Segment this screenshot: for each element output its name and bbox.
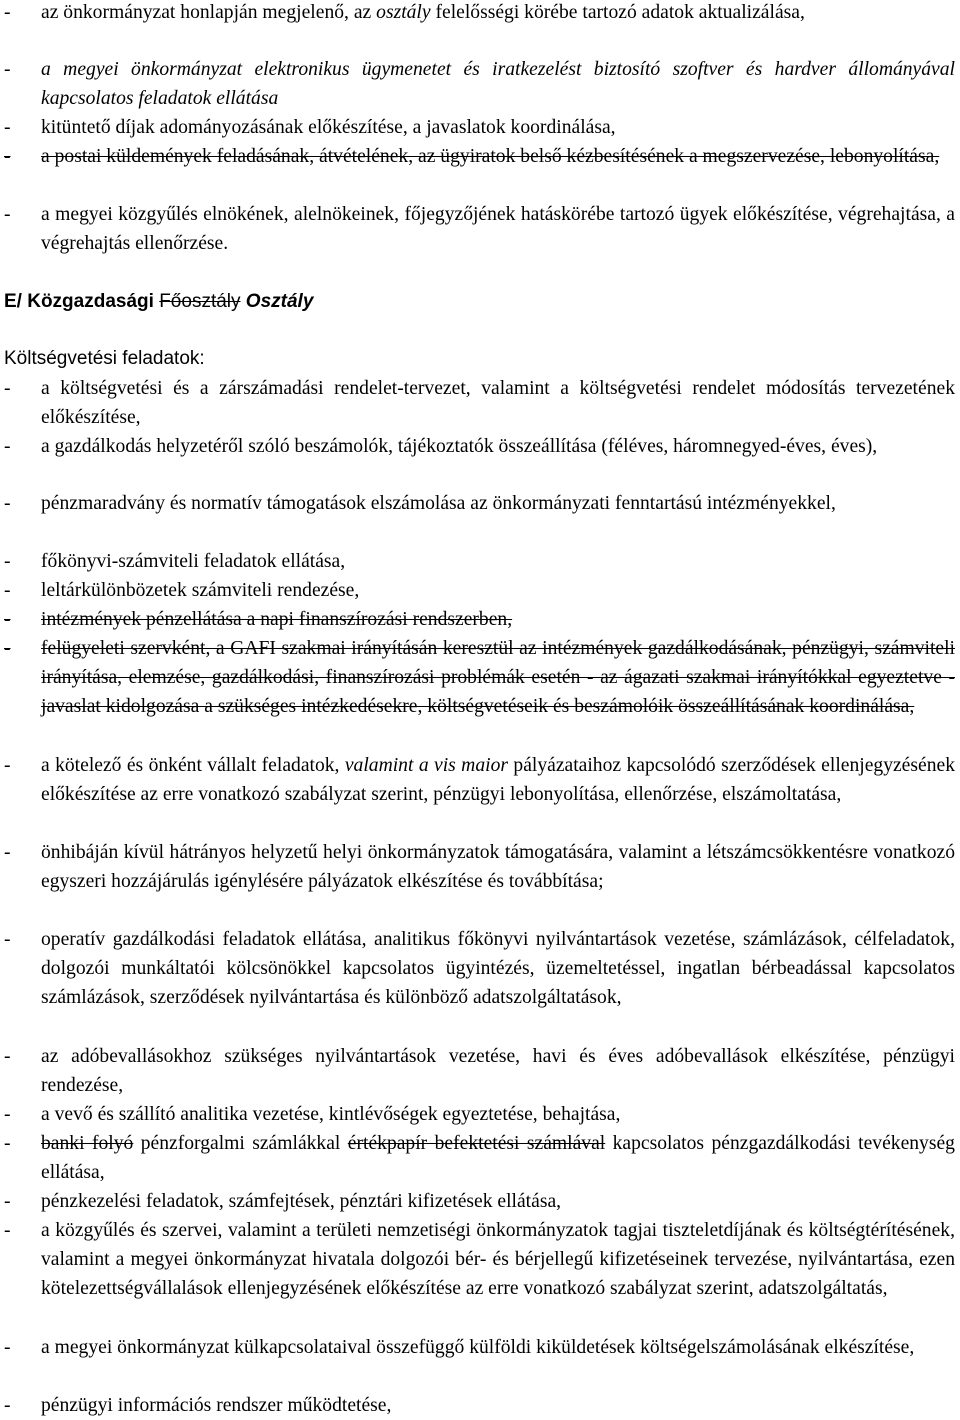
list-item	[4, 55, 955, 113]
italic-text: valamint a vis maior	[344, 755, 508, 776]
struck-text: banki folyó	[41, 1133, 134, 1154]
bullet-dash: -	[4, 378, 11, 399]
item-text: a megyei önkormányzat külkapcsolataival összefüggő külföldi kiküldetések költségelszámolásának elkészítése,	[41, 1337, 915, 1358]
bullet-dash: -	[4, 929, 11, 950]
bullet-dash: -	[4, 493, 11, 514]
list-item	[4, 547, 955, 576]
item-text: felelősségi körébe tartozó adatok aktualizálása,	[430, 2, 805, 23]
heading-struck-word: Főosztály	[159, 291, 241, 312]
list-item	[4, 0, 955, 27]
list-item	[4, 374, 955, 432]
bullet-dash: -	[4, 1337, 11, 1358]
italic-text: a megyei önkormányzat elektronikus ügymenetet és iratkezelést biztosító szoftver és hardver állományával kapcsolatos feladatok ellátása	[41, 59, 955, 109]
item-text: az adóbevallásokhoz szükséges nyilvántartások vezetése, havi és éves adóbevallások elkészítése, pénzügyi rendezése,	[41, 1046, 955, 1096]
bullet-dash: -	[4, 1220, 11, 1241]
list-item	[4, 1042, 955, 1100]
bullet-dash: -	[4, 842, 11, 863]
list-item	[4, 432, 955, 461]
list-item	[4, 576, 955, 605]
bullet-dash: -	[4, 436, 11, 457]
item-text: a vevő és szállító analitika vezetése, kintlévőségek egyeztetése, behajtása,	[41, 1104, 621, 1125]
item-text: a kötelező és önként vállalt feladatok,	[41, 755, 345, 776]
bullet-dash: -	[4, 1191, 11, 1212]
item-text: a költségvetési és a zárszámadási rendelet-tervezet, valamint a költségvetési rendelet módosítás tervezetének előkészítése,	[41, 378, 955, 428]
list-item	[4, 1129, 955, 1187]
list-item	[4, 751, 955, 809]
list-item	[4, 925, 955, 1012]
section-subheading: Költségvetési feladatok:	[4, 348, 205, 369]
item-text: leltárkülönbözetek számviteli rendezése,	[41, 580, 360, 601]
bullet-dash: -	[4, 551, 11, 572]
heading-new-word: Osztály	[240, 291, 314, 312]
struck-text: értékpapír befektetési számlával	[347, 1133, 606, 1154]
item-text: pénzkezelési feladatok, számfejtések, pénztári kifizetések ellátása,	[41, 1191, 562, 1212]
list-item	[4, 1333, 955, 1362]
item-text: a megyei közgyűlés elnökének, alelnökeinek, főjegyzőjének hatáskörébe tartozó ügyek előkészítése, végrehajtása, a végrehajtás ellenőrzése.	[41, 204, 955, 254]
bullet-dash: -	[4, 2, 11, 23]
list-item	[4, 489, 955, 518]
list-item	[4, 634, 955, 721]
item-text: pénzmaradvány és normatív támogatások elszámolása az önkormányzati fenntartású intézményekkel,	[41, 493, 836, 514]
bullet-dash: -	[4, 1133, 11, 1154]
item-text: operatív gazdálkodási feladatok ellátása, analitikus főkönyvi nyilvántartások vezetése, számlázások, célfeladatok, dolgozói munkáltatói kölcsönökkel kapcsolatos ügyintézés, üzemeltetéssel, ingatlan bérbeadással kapcsolatos számlázások, szerződések nyilvántartása és különböző adatszolgáltatások,	[41, 929, 955, 1008]
bullet-dash: -	[4, 1395, 11, 1416]
section-heading	[4, 287, 313, 316]
item-text: a közgyűlés és szervei, valamint a területi nemzetiségi önkormányzatok tagjai tiszteletdíjának és költségtérítésének, valamint a megyei önkormányzat hivatala dolgozói bér- és bérjellegű kifizetéseinek tervezése, nyilvántartása, ezen kötelezettségvállalások ellenjegyzésének előkészítése az erre vonatkozó szabályzat szerint, adatszolgáltatás,	[41, 1220, 955, 1299]
bullet-dash: -	[4, 609, 11, 630]
item-text: a gazdálkodás helyzetéről szóló beszámolók, tájékoztatók összeállítása (féléves, háromnegyed-éves, éves),	[41, 436, 878, 457]
struck-text: a postai küldemények feladásának, átvételének, az ügyiratok belső kézbesítésének a megszervezése, lebonyolítása,	[41, 146, 940, 167]
item-text: pénzügyi információs rendszer működtetése,	[41, 1395, 392, 1416]
list-item	[4, 1100, 955, 1129]
item-text: önhibáján kívül hátrányos helyzetű helyi önkormányzatok támogatására, valamint a létszámcsökkentésre vonatkozó egyszeri hozzájárulás igénylésére pályázatok elkészítése és továbbítása;	[41, 842, 955, 892]
item-text: pénzforgalmi számlákkal	[133, 1133, 348, 1154]
bullet-dash: -	[4, 146, 11, 167]
bullet-dash: -	[4, 117, 11, 138]
list-item	[4, 838, 955, 896]
bullet-dash: -	[4, 1046, 11, 1067]
heading-prefix: E/ Közgazdasági	[4, 291, 160, 312]
list-item	[4, 1391, 955, 1420]
bullet-dash: -	[4, 204, 11, 225]
bullet-dash: -	[4, 1104, 11, 1125]
bullet-dash: -	[4, 59, 11, 80]
list-item	[4, 605, 955, 634]
list-item	[4, 142, 955, 171]
list-item	[4, 200, 955, 258]
list-item	[4, 1216, 955, 1303]
item-text: kapcsolatos pénzgazdálkodási tevékenység ellátása,	[41, 1133, 955, 1183]
list-item	[4, 113, 955, 142]
bullet-dash: -	[4, 755, 11, 776]
struck-text: felügyeleti szervként, a GAFI szakmai irányításán keresztül az intézmények gazdálkodásának, pénzügyi, számviteli irányítása, elemzése, gazdálkodási, finanszírozási problémák esetén - az ágazati szakmai irányítókkal egyeztetve - javaslat kidolgozása a szükséges intézkedésekre, költségvetéseik és beszámolóik összeállításának koordinálása,	[41, 638, 955, 717]
item-text: az önkormányzat honlapján megjelenő, az	[41, 2, 377, 23]
bullet-dash: -	[4, 580, 11, 601]
bullet-dash: -	[4, 638, 11, 659]
item-text: főkönyvi-számviteli feladatok ellátása,	[41, 551, 346, 572]
list-item	[4, 1187, 955, 1216]
struck-text: intézmények pénzellátása a napi finanszírozási rendszerben,	[41, 609, 513, 630]
item-text: pályázataihoz kapcsolódó szerződések ellenjegyzésének előkészítése az erre vonatkozó szabályzat szerint, pénzügyi lebonyolítása, ellenőrzése, elszámoltatása,	[41, 755, 955, 805]
item-text: kitüntető díjak adományozásának előkészítése, a javaslatok koordinálása,	[41, 117, 616, 138]
italic-text: osztály	[376, 2, 431, 23]
